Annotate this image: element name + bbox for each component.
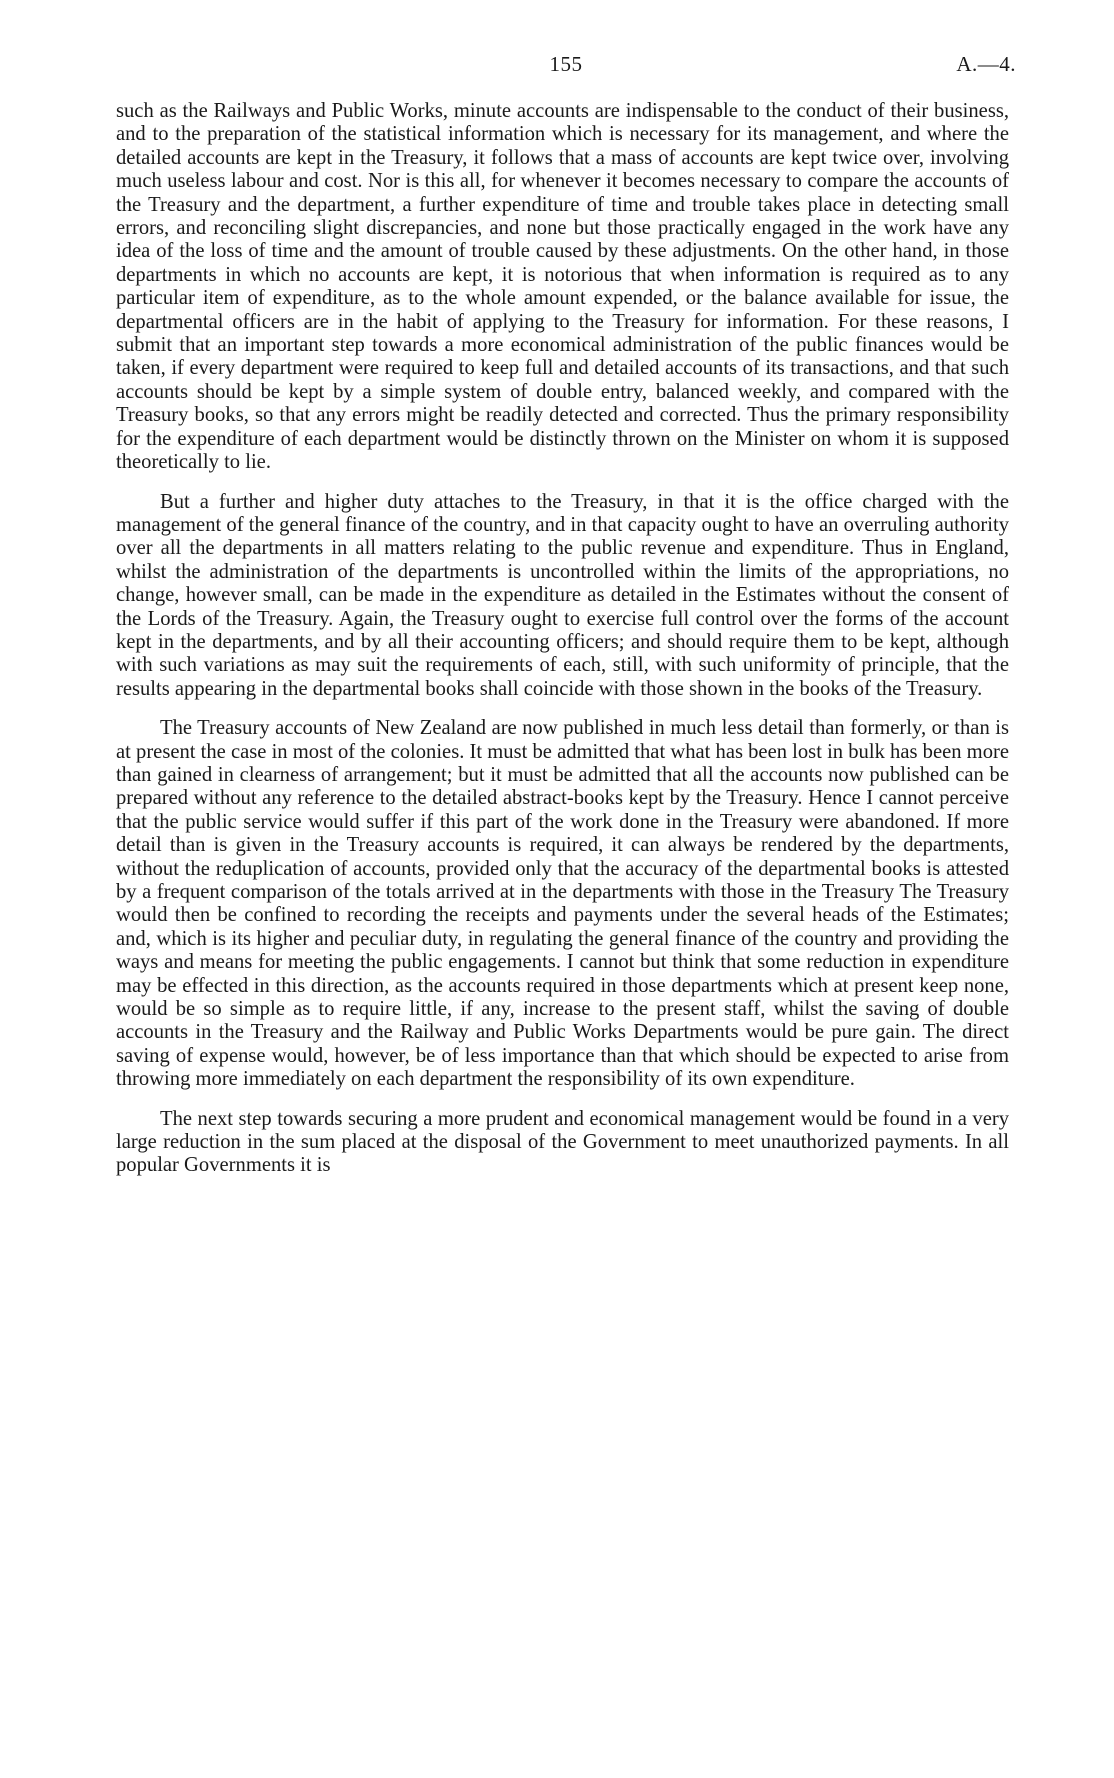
body-text bbox=[116, 100, 1009, 1178]
page-number: 155 bbox=[549, 52, 583, 76]
paragraph-3: The Treasury accounts of New Zealand are now published in much less detail than formerly, or than is at present the case in most of the colonies. It must be admitted that what has been lost in bulk has been more than gained in clearness of arrangement; but it must be admitted that all the accounts now published can be prepared without any reference to the detailed abstract-books kept by the Treasury. Hence I cannot perceive that the public service would suffer if this part of the work done in the Treasury were abandoned. If more detail than is given in the Treasury accounts is required, it can always be rendered by the departments, without the reduplication of accounts, provided only that the accuracy of the departmental books is attested by a frequent comparison of the totals arrived at in the departments with those in the Treasury The Treasury would then be confined to recording the receipts and payments under the several heads of the Estimates; and, which is its higher and peculiar duty, in regulating the general finance of the country and providing the ways and means for meeting the public engagements. I cannot but think that some reduction in expenditure may be effected in this direction, as the accounts required in those departments which at present keep none, would be so simple as to require little, if any, increase to the present staff, whilst the saving of double accounts in the Treasury and the Railway and Public Works Departments would be pure gain. The direct saving of expense would, however, be of less importance than that which should be expected to arise from throwing more immediately on each department the responsibility of its own expenditure. bbox=[116, 717, 1009, 1091]
paragraph-4: The next step towards securing a more prudent and economical management would be found in a very large reduction in the sum placed at the disposal of the Government to meet unauthorized payments. In all popular Governments it is bbox=[116, 1107, 1009, 1177]
paragraph-2: But a further and higher duty attaches to the Treasury, in that it is the office charged with the management of the general finance of the country, and in that capacity ought to have an overruling authority over all the departments in all matters relating to the public revenue and expenditure. Thus in England, whilst the administration of the departments is uncontrolled within the limits of the appropriations, no change, however small, can be made in the expenditure as detailed in the Estimates without the consent of the Lords of the Treasury. Again, the Treasury ought to exercise full control over the forms of the account kept in the departments, and by all their accounting officers; and should require them to be kept, although with such variations as may suit the requirements of each, still, with such uniformity of principle, that the results appearing in the departmental books shall coincide with those shown in the books of the Treasury. bbox=[116, 490, 1009, 700]
paragraph-1: such as the Railways and Public Works, minute accounts are indispensable to the conduct of their business, and to the preparation of the statistical information which is necessary for its management, and where the detailed accounts are kept in the Treasury, it follows that a mass of accounts are kept twice over, involving much useless labour and cost. Nor is this all, for whenever it becomes necessary to compare the accounts of the Treasury and the department, a further expenditure of time and trouble takes place in detecting small errors, and reconciling slight discrepancies, and none but those practically engaged in the work have any idea of the loss of time and the amount of trouble caused by these adjustments. On the other hand, in those departments in which no accounts are kept, it is notorious that when information is required as to any particular item of expenditure, as to the whole amount expended, or the balance available for issue, the departmental officers are in the habit of applying to the Treasury for information. For these reasons, I submit that an important step towards a more economical administration of the public finances would be taken, if every department were required to keep full and detailed accounts of its transactions, and that such accounts should be kept by a simple system of double entry, balanced weekly, and compared with the Treasury books, so that any errors might be readily detected and corrected. Thus the primary responsibility for the expenditure of each department would be distinctly thrown on the Minister on whom it is supposed theoretically to lie. bbox=[116, 100, 1009, 474]
page-header bbox=[116, 52, 1016, 82]
document-reference: A.—4. bbox=[956, 52, 1016, 76]
